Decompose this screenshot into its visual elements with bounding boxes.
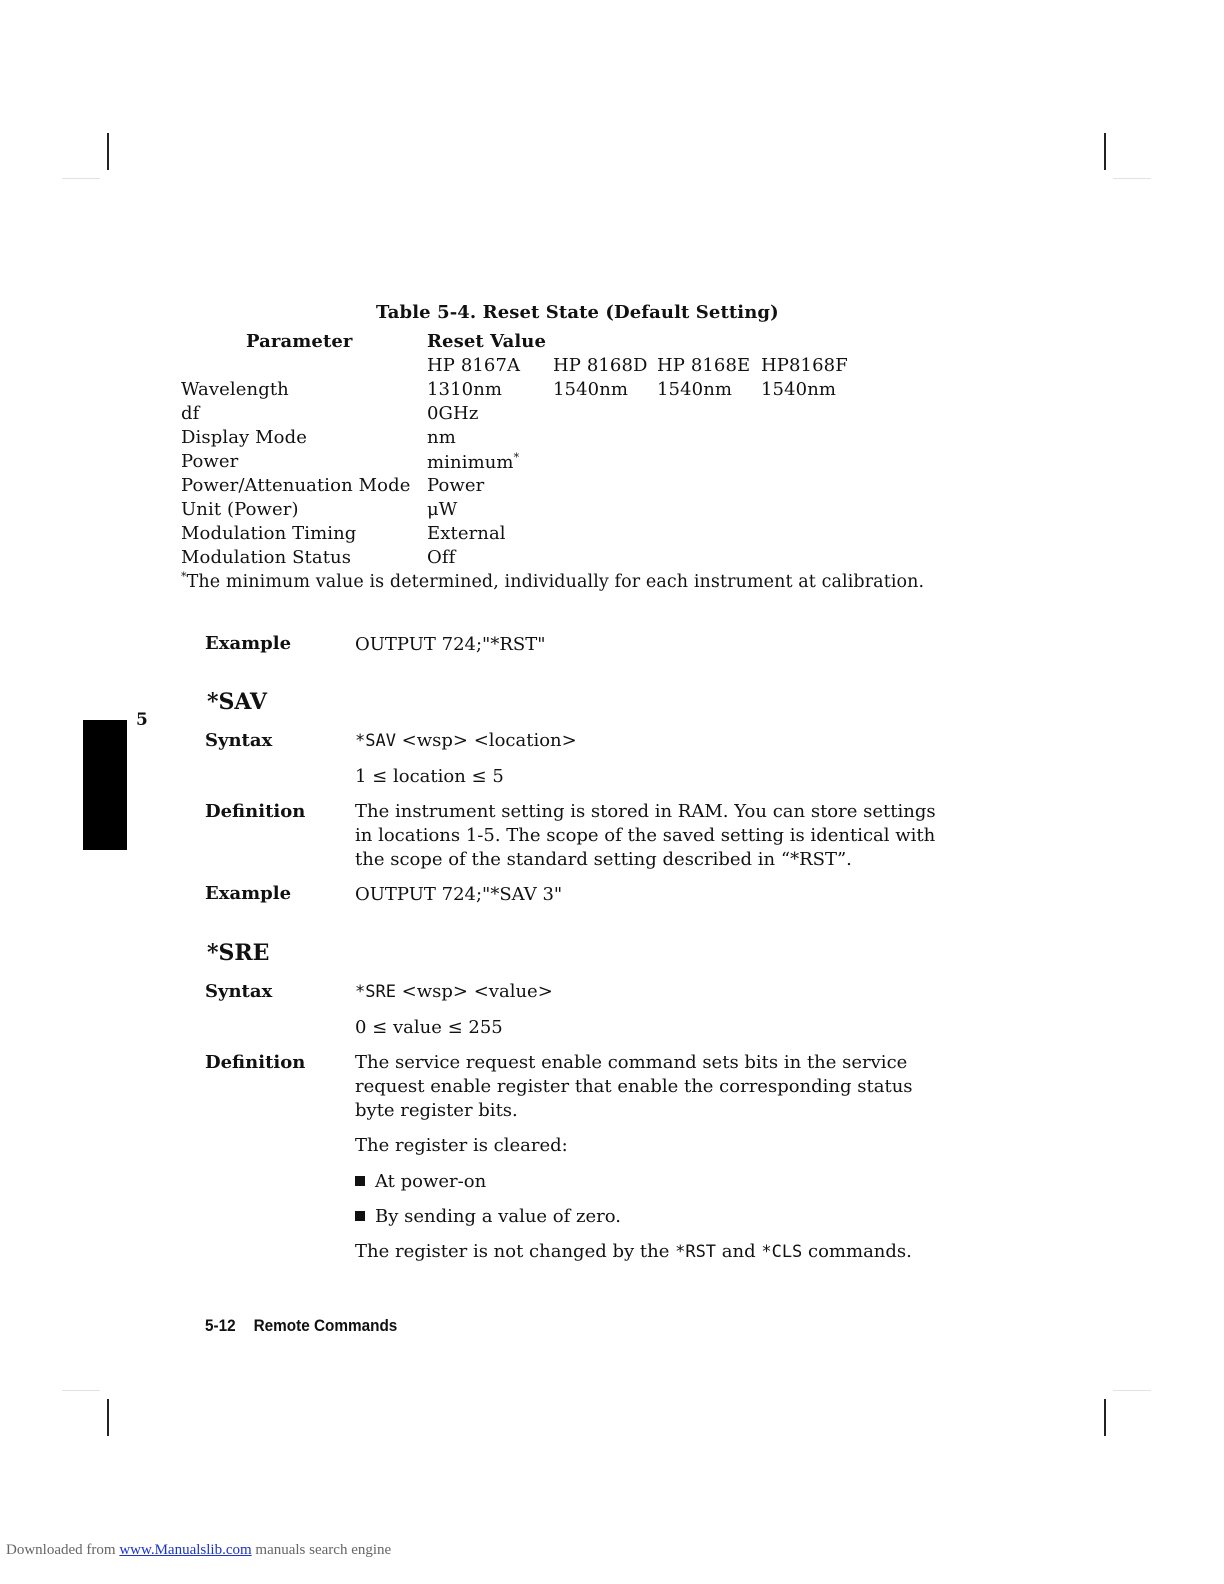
chapter-number: 5: [136, 710, 148, 730]
list-item-text: By sending a value of zero.: [375, 1206, 621, 1227]
crop-mark: [1113, 178, 1151, 179]
row-value: 1310nm: [427, 379, 503, 400]
crop-mark: [1113, 1390, 1151, 1391]
row-value: Off: [427, 547, 456, 568]
table-footnote: [181, 570, 924, 592]
row-value: [427, 451, 519, 473]
bullet-square-icon: [355, 1176, 365, 1186]
row-value: 1540nm: [657, 379, 733, 400]
chapter-tab-marker: [83, 720, 127, 850]
note-command: *RST: [675, 1242, 717, 1262]
note-command: *CLS: [761, 1242, 803, 1262]
syntax-text: [355, 981, 553, 1002]
bullet-square-icon: [355, 1211, 365, 1221]
download-prefix: Downloaded from: [6, 1542, 120, 1558]
final-note: [355, 1241, 912, 1262]
row-value: 1540nm: [553, 379, 629, 400]
table-header-reset-value: Reset Value: [427, 331, 547, 352]
row-value-text: minimum: [427, 452, 514, 473]
footnote-marker: *: [513, 451, 520, 464]
row-param: Modulation Timing: [181, 523, 357, 544]
download-suffix: manuals search engine: [251, 1542, 392, 1558]
range-text: 0 ≤ value ≤ 255: [355, 1017, 503, 1038]
footnote-marker: *: [181, 570, 187, 583]
row-param: Unit (Power): [181, 499, 299, 520]
crop-mark: [107, 133, 109, 170]
row-param: Power: [181, 451, 239, 472]
definition-label: Definition: [205, 1052, 306, 1073]
note-text: The register is not changed by the: [355, 1241, 676, 1262]
note-text: and: [716, 1241, 762, 1262]
table-header-parameter: Parameter: [246, 331, 353, 352]
row-param: Wavelength: [181, 379, 289, 400]
section-title: Remote Commands: [253, 1316, 398, 1335]
section-heading-sav: *SAV: [207, 689, 267, 715]
model-header: HP 8167A: [427, 355, 521, 376]
footnote-text: The minimum value is determined, individually for each instrument at calibration.: [186, 571, 925, 592]
section-heading-sre: *SRE: [207, 940, 270, 966]
definition-line: The service request enable command sets bits in the service: [355, 1052, 908, 1073]
syntax-command: *SRE: [355, 982, 396, 1002]
example-code: OUTPUT 724;"*RST": [355, 634, 546, 655]
model-header: HP 8168D: [553, 355, 648, 376]
model-header: HP 8168E: [657, 355, 751, 376]
crop-mark: [62, 178, 100, 179]
definition-line: byte register bits.: [355, 1100, 518, 1121]
definition-line: The instrument setting is stored in RAM. You can store settings: [355, 801, 936, 822]
row-param: Modulation Status: [181, 547, 352, 568]
syntax-label: Syntax: [205, 981, 273, 1002]
range-text: 1 ≤ location ≤ 5: [355, 766, 504, 787]
list-item: [355, 1171, 486, 1192]
example-code: OUTPUT 724;"*SAV 3": [355, 884, 563, 905]
syntax-label: Syntax: [205, 730, 273, 751]
download-banner: [6, 1542, 391, 1559]
model-header: HP8168F: [761, 355, 848, 376]
list-item: [355, 1206, 621, 1227]
crop-mark: [1104, 133, 1106, 170]
example-label: Example: [205, 633, 292, 654]
page-footer: [205, 1316, 397, 1336]
row-value: 1540nm: [761, 379, 837, 400]
cleared-text: The register is cleared:: [355, 1135, 568, 1156]
row-value: Power: [427, 475, 485, 496]
note-text: commands.: [802, 1241, 912, 1262]
manualslib-link[interactable]: www.Manualslib.com: [119, 1542, 252, 1558]
syntax-command: *SAV: [355, 731, 396, 751]
syntax-args: <wsp> <location>: [395, 730, 577, 751]
row-param: df: [181, 403, 200, 424]
row-param: Power/Attenuation Mode: [181, 475, 411, 496]
definition-line: in locations 1-5. The scope of the saved setting is identical with: [355, 825, 936, 846]
list-item-text: At power-on: [375, 1171, 487, 1192]
table-caption: Table 5-4. Reset State (Default Setting): [376, 302, 779, 323]
row-value: 0GHz: [427, 403, 479, 424]
syntax-args: <wsp> <value>: [395, 981, 553, 1002]
example-label: Example: [205, 883, 292, 904]
crop-mark: [107, 1399, 109, 1436]
syntax-text: [355, 730, 577, 751]
row-param: Display Mode: [181, 427, 307, 448]
definition-line: the scope of the standard setting described in “*RST”.: [355, 849, 852, 870]
row-value: External: [427, 523, 506, 544]
crop-mark: [1104, 1399, 1106, 1436]
definition-label: Definition: [205, 801, 306, 822]
row-value: nm: [427, 427, 456, 448]
page-number: 5-12: [205, 1316, 236, 1335]
row-value: μW: [427, 499, 458, 520]
crop-mark: [62, 1390, 100, 1391]
definition-line: request enable register that enable the corresponding status: [355, 1076, 913, 1097]
